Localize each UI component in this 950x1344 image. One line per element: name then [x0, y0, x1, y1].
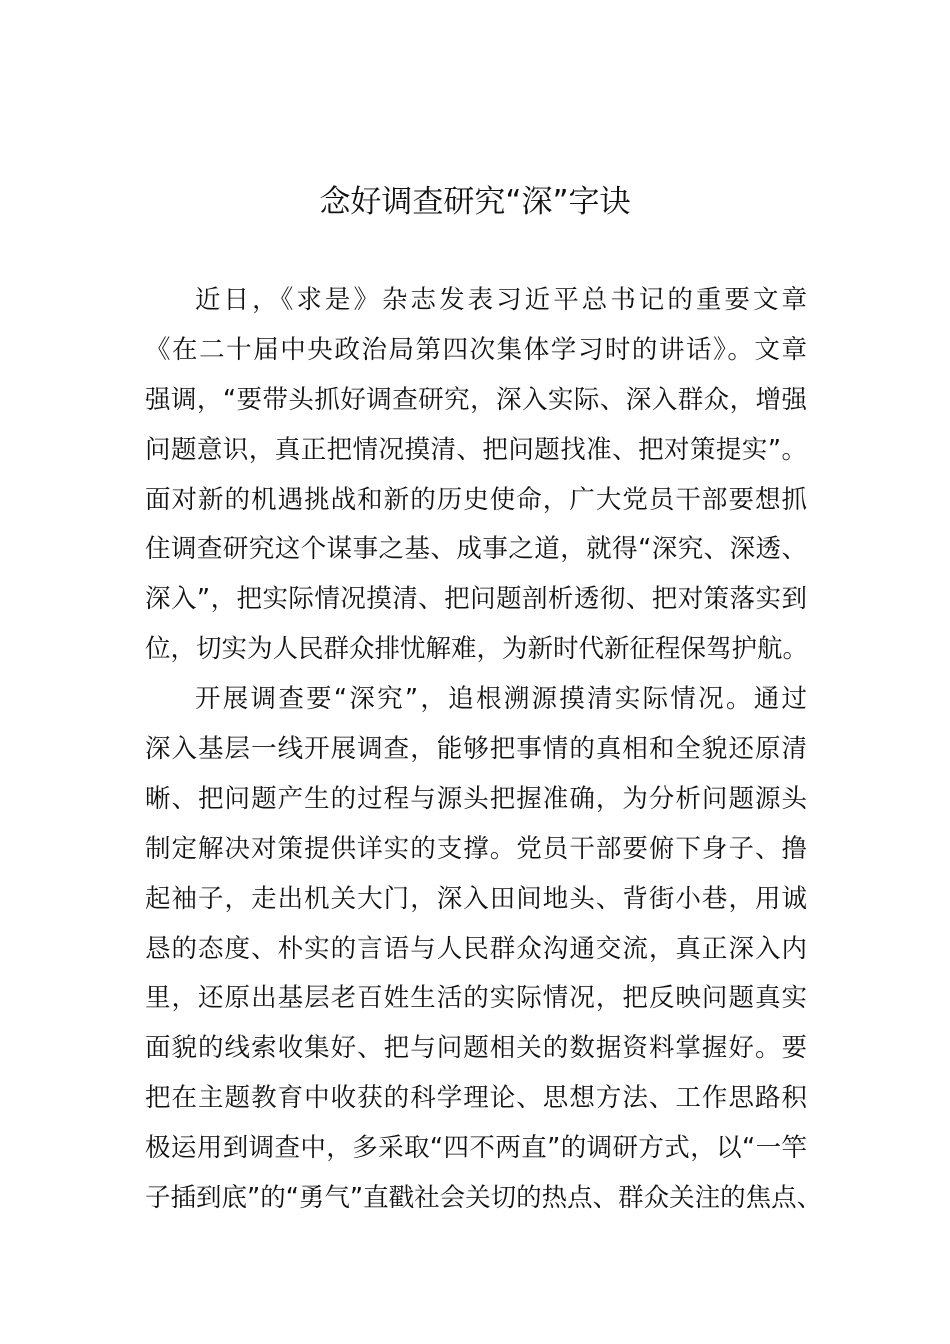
- text-line: 深入基层一线开展调查，能够把事情的真相和全貌还原清: [145, 734, 807, 765]
- text-line: 子插到底”的“勇气”直戳社会关切的热点、群众关注的焦点、: [145, 1183, 823, 1214]
- text-line: 制定解决对策提供详实的支撑。党员干部要俯下身子、撸: [145, 833, 807, 864]
- text-line: 《在二十届中央政治局第四次集体学习时的讲话》。文章: [145, 334, 807, 365]
- text-line: 面貌的线索收集好、把与问题相关的数据资料掌握好。要: [145, 1033, 807, 1064]
- text-line: 住调查研究这个谋事之基、成事之道，就得“深究、深透、: [145, 534, 807, 565]
- text-line: 晰、把问题产生的过程与源头把握准确，为分析问题源头: [145, 783, 807, 814]
- text-line: 问题意识，真正把情况摸清、把问题找准、把对策提实”。: [145, 434, 807, 465]
- text-line: 里，还原出基层老百姓生活的实际情况，把反映问题真实: [145, 983, 807, 1014]
- paragraph-2: [145, 675, 823, 1224]
- text-line: 起袖子，走出机关大门，深入田间地头、背街小巷，用诚: [145, 883, 807, 914]
- text-line: 极运用到调查中，多采取“四不两直”的调研方式，以“一竿: [145, 1133, 807, 1164]
- text-line: 面对新的机遇挑战和新的历史使命，广大党员干部要想抓: [145, 484, 807, 515]
- document-title: 念好调查研究“深”字诀: [319, 184, 631, 220]
- text-line: 近日，《求是》杂志发表习近平总书记的重要文章: [195, 285, 807, 315]
- text-line: 强调，“要带头抓好调查研究，深入实际、深入群众，增强: [145, 384, 807, 415]
- paragraph-1: [145, 276, 807, 675]
- text-line: 开展调查要“深究”，追根溯源摸清实际情况。通过: [195, 684, 807, 715]
- text-line: 恳的态度、朴实的言语与人民群众沟通交流，真正深入内: [145, 933, 807, 964]
- document-body: [145, 276, 823, 1224]
- text-line: 深入”，把实际情况摸清、把问题剖析透彻、把对策落实到: [145, 584, 807, 615]
- text-line: 位，切实为人民群众排忧解难，为新时代新征程保驾护航。: [145, 634, 809, 665]
- text-line: 把在主题教育中收获的科学理论、思想方法、工作思路积: [145, 1083, 807, 1114]
